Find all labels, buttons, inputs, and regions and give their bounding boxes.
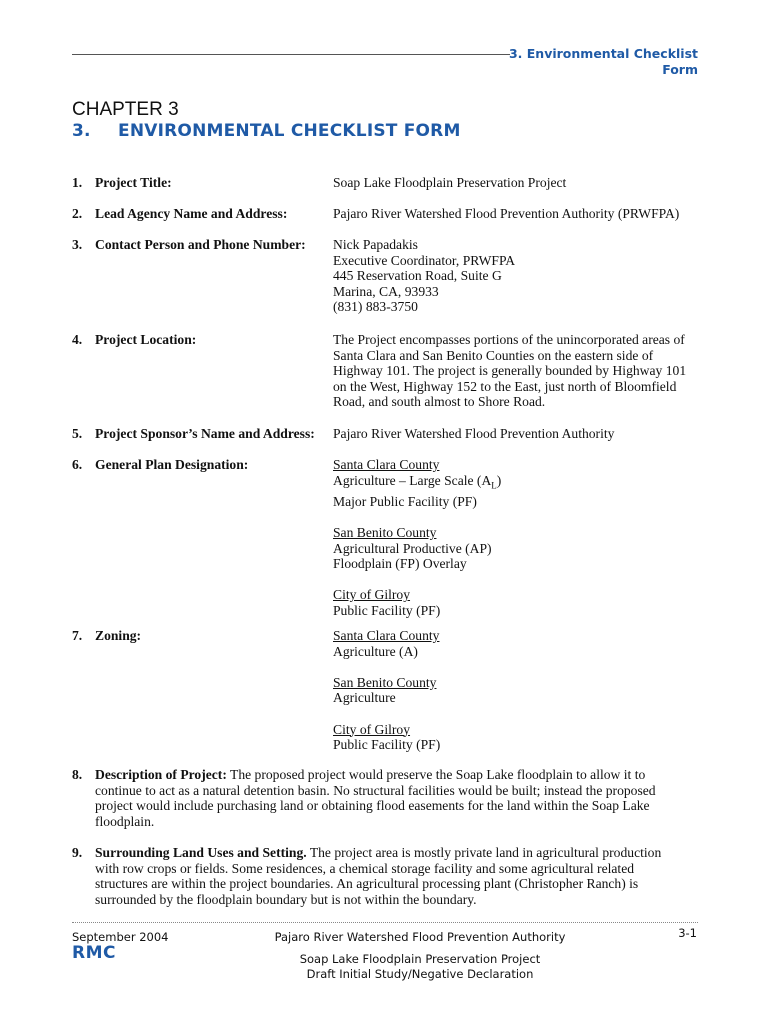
item-number: 9. — [72, 845, 83, 860]
value-line: on the West, Highway 152 to the East, just north of Bloomfield — [333, 378, 677, 394]
item-number: 4. — [72, 332, 83, 347]
item-number: 5. — [72, 426, 83, 441]
value-line: Soap Lake Floodplain Preservation Project — [333, 175, 567, 190]
header-rule — [72, 54, 510, 55]
item-label: Project Sponsor’s Name and Address: — [95, 426, 315, 441]
footer-date: September 2004 — [72, 930, 169, 944]
item-label: Project Location: — [95, 332, 197, 347]
description-text: project would include purchasing land or obtaining flood easements for the land within the Soap Lake — [95, 798, 650, 814]
value-line: Santa Clara and San Benito Counties on the eastern side of — [333, 347, 654, 363]
item-value — [333, 628, 713, 753]
item-number: 2. — [72, 206, 83, 221]
item-value — [333, 175, 713, 191]
description-text: The proposed project would preserve the Soap Lake floodplain to allow it to — [226, 767, 646, 782]
footer-rule — [72, 922, 698, 923]
footer-doc: Draft Initial Study/Negative Declaration — [306, 967, 534, 981]
designation-line: Agricultural Productive (AP) — [333, 540, 492, 556]
item-label: Zoning: — [95, 628, 142, 643]
value-line: The Project encompasses portions of the unincorporated areas of — [333, 332, 685, 347]
running-header-line-2: Form — [662, 62, 698, 77]
item-body — [95, 767, 702, 829]
item-value — [333, 332, 713, 410]
footer-project: Soap Lake Floodplain Preservation Project — [299, 951, 541, 966]
setting-text: The project area is mostly private land in agricultural production — [306, 845, 662, 860]
item-number: 8. — [72, 767, 83, 782]
chapter-title-text: ENVIRONMENTAL CHECKLIST FORM — [118, 121, 461, 141]
chapter-number: 3. — [72, 121, 91, 141]
item-label: Surrounding Land Uses and Setting. — [95, 845, 307, 860]
running-header — [509, 46, 698, 78]
rmc-logo: RMC — [72, 943, 116, 963]
item-value — [333, 457, 713, 619]
item-value — [333, 237, 713, 315]
contact-city: Marina, CA, 93933 — [333, 283, 439, 299]
setting-text: surrounded by the floodplain boundary but is not within the boundary. — [95, 891, 477, 907]
zoning-line: Agriculture (A) — [333, 643, 418, 659]
item-label: Lead Agency Name and Address: — [95, 206, 288, 221]
jurisdiction-heading: City of Gilroy — [333, 587, 411, 603]
item-number: 1. — [72, 175, 83, 190]
footer-agency: Pajaro River Watershed Flood Prevention Authority — [274, 930, 566, 944]
item-number: 6. — [72, 457, 83, 472]
item-label: Contact Person and Phone Number: — [95, 237, 306, 252]
contact-phone: (831) 883-3750 — [333, 299, 418, 315]
item-label: Project Title: — [95, 175, 172, 190]
checklist-item-9 — [72, 845, 702, 907]
chapter-label: CHAPTER 3 — [72, 99, 179, 120]
description-text: continue to act as a natural detention basin. No structural facilities would be built; instead the proposed — [95, 782, 656, 798]
jurisdiction-heading: Santa Clara County — [333, 457, 440, 472]
item-number: 7. — [72, 628, 83, 643]
setting-text: structures are within the project boundaries. An agricultural processing plant (Christopher Ranch) is — [95, 876, 639, 892]
chapter-title — [72, 121, 461, 141]
value-line: Highway 101. The project is generally bounded by Highway 101 — [333, 363, 687, 379]
contact-name: Nick Papadakis — [333, 237, 418, 252]
item-label: Description of Project: — [95, 767, 227, 782]
zoning-line: Agriculture — [333, 690, 396, 706]
setting-text: with row crops or fields. Some residences, a chemical storage facility and some agricultural related — [95, 860, 635, 876]
designation-line: Major Public Facility (PF) — [333, 493, 477, 509]
designation-line: Floodplain (FP) Overlay — [333, 556, 467, 572]
running-header-line-1: 3. Environmental Checklist — [508, 46, 698, 61]
value-line: Pajaro River Watershed Flood Prevention Authority — [333, 426, 615, 441]
checklist-item-8 — [72, 767, 702, 829]
item-number: 3. — [72, 237, 83, 252]
zoning-line: Public Facility (PF) — [333, 737, 441, 753]
jurisdiction-heading: City of Gilroy — [333, 721, 411, 737]
designation-line: Public Facility (PF) — [333, 603, 441, 619]
jurisdiction-heading: Santa Clara County — [333, 628, 440, 643]
description-text: floodplain. — [95, 813, 155, 829]
item-value — [333, 426, 713, 442]
contact-title: Executive Coordinator, PRWFPA — [333, 252, 516, 268]
jurisdiction-heading: San Benito County — [333, 674, 437, 690]
contact-street: 445 Reservation Road, Suite G — [333, 268, 502, 284]
item-body — [95, 845, 702, 907]
footer-center — [250, 930, 590, 983]
designation-line: Agriculture – Large Scale $(A_L)$ — [333, 472, 502, 491]
value-line: Pajaro River Watershed Flood Prevention Authority (PRWFPA) — [333, 206, 680, 221]
page-number: 3-1 — [678, 926, 697, 940]
jurisdiction-heading: San Benito County — [333, 525, 437, 541]
value-line: Road, and south almost to Shore Road. — [333, 394, 546, 410]
item-value — [333, 206, 713, 222]
item-label: General Plan Designation: — [95, 457, 249, 472]
